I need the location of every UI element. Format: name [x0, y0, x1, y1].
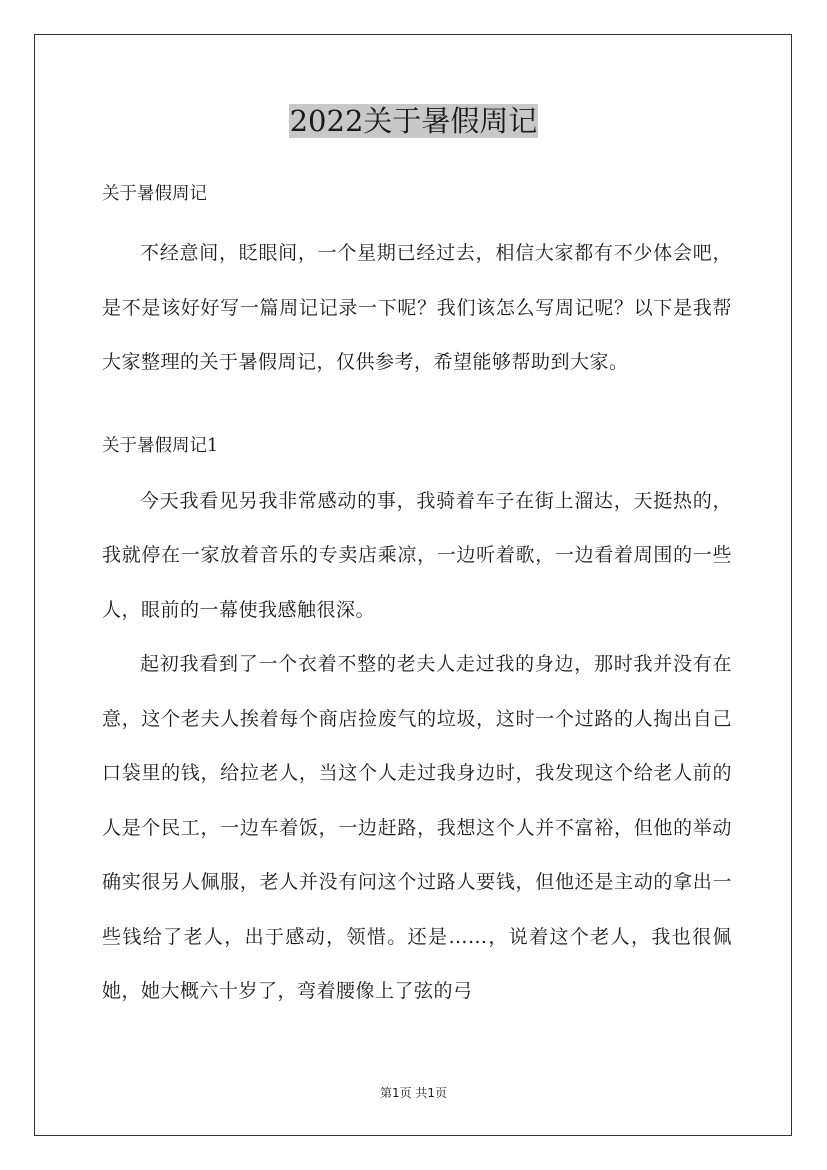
document-title [0, 100, 827, 142]
intro-paragraph: 不经意间，眨眼间，一个星期已经过去，相信大家都有不少体会吧，是不是该好好写一篇周记记录一下呢？我们该怎么写周记呢？以下是我帮大家整理的关于暑假周记，仅供参考，希望能够帮助到大家。 [102, 242, 732, 373]
body-paragraph-2: 起初我看到了一个衣着不整的老夫人走过我的身边，那时我并没有在意，这个老夫人挨着每个商店捡废气的垃圾，这时一个过路的人掏出自己口袋里的钱，给拉老人，当这个人走过我身边时，我发现这个给老人前的人是个民工，一边车着饭，一边赶路，我想这个人并不富裕，但他的举动确实很另人佩服，老人并没有问这个过路人要钱，但他还是主动的拿出一些钱给了老人，出于感动，领惜。还是……，说着这个老人，我也很佩她，她大概六十岁了，弯着腰像上了弦的弓 [102, 653, 732, 1002]
section-heading-1: 关于暑假周记1 [102, 435, 219, 456]
document-title-text: 2022关于暑假周记 [289, 104, 538, 138]
body-paragraph-1: 今天我看见另我非常感动的事，我骑着车子在街上溜达，天挺热的，我就停在一家放着音乐的专卖店乘凉，一边听着歌，一边看着周围的一些人，眼前的一幕使我感触很深。 [102, 489, 732, 621]
section-heading-intro: 关于暑假周记 [102, 184, 207, 204]
document-body [102, 174, 732, 1019]
paragraph-gap [102, 390, 732, 426]
page-footer: 第1页 共1页 [379, 1086, 448, 1100]
